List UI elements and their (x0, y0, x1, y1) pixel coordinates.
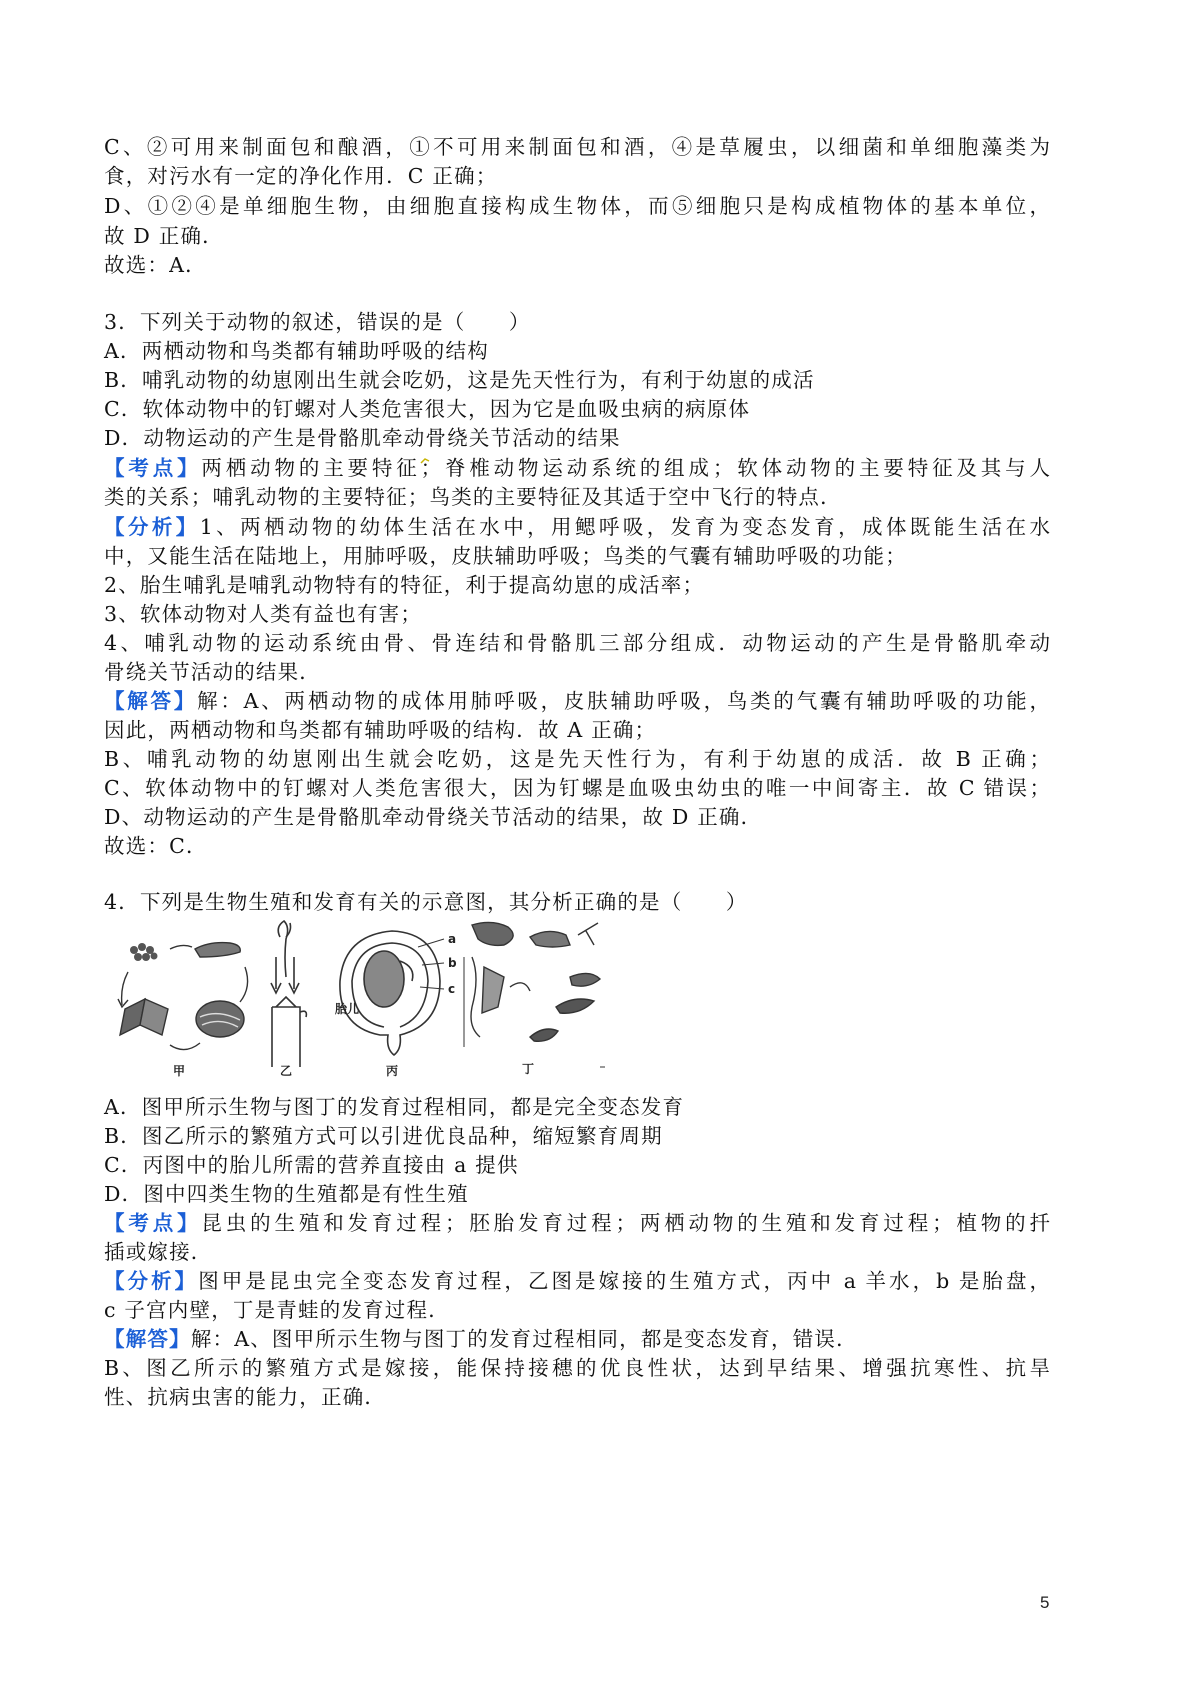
line-text: 插或嫁接． (104, 1240, 213, 1264)
q3-fenxi-line-6 (104, 657, 1050, 687)
tadpole-icon-2 (556, 999, 594, 1013)
tadpole-icon (570, 973, 600, 986)
label-fetus: 胎儿 (335, 1002, 360, 1016)
line-text: 4、哺乳动物的运动系统由骨、骨连结和骨骼肌三部分组成．动物运动的产生是骨骼肌牵动 (104, 631, 1050, 655)
fetus-icon (364, 951, 404, 1007)
label-jia: 甲 (173, 1064, 186, 1078)
line-text: 故选：C． (104, 834, 208, 858)
page-number: 5 (1040, 1593, 1050, 1612)
label-b: b (448, 956, 457, 970)
line-text: 类的关系；哺乳动物的主要特征；鸟类的主要特征及其适于空中飞行的特点． (104, 485, 842, 509)
line-text: c 子宫内壁，丁是青蛙的发育过程． (104, 1298, 450, 1322)
q3-jieda-line-5 (104, 802, 1050, 832)
question-3-option-a (104, 336, 1050, 366)
question-3-option-b (104, 365, 1050, 395)
q3-jieda-line-3 (104, 744, 1050, 774)
line-text: B．哺乳动物的幼崽刚出生就会吃奶，这是先天性行为，有利于幼崽的成活 (104, 368, 815, 392)
q3-jieda-line-4 (104, 773, 1050, 803)
q3-fenxi-line-1 (104, 512, 1050, 542)
line-text: 3．下列关于动物的叙述，错误的是（ ） (104, 310, 531, 334)
q3-fenxi-line-5 (104, 628, 1050, 658)
reproduction-diagram (100, 917, 615, 1082)
line-text: 4．下列是生物生殖和发育有关的示意图，其分析正确的是（ ） (104, 890, 748, 914)
line-text: C．软体动物中的钉螺对人类危害很大，因为它是血吸虫病的病原体 (104, 397, 751, 421)
line-text: 解：A、图甲所示生物与图丁的发育过程相同，都是变态发育，错误． (190, 1327, 858, 1351)
line-text: 中，又能生活在陆地上，用肺呼吸，皮肤辅助呼吸；鸟类的气囊有辅助呼吸的功能； (104, 544, 907, 568)
question-4-option-a (104, 1092, 1050, 1122)
text-line-4 (104, 250, 1050, 280)
label-a: a (448, 932, 457, 946)
text-line-2 (104, 191, 1050, 221)
section-tag: 【分析】 (104, 1269, 199, 1293)
line-text: 昆虫的生殖和发育过程；胚胎发育过程；两栖动物的生殖和发育过程；植物的扦 (201, 1211, 1050, 1235)
line-text: B、哺乳动物的幼崽刚出生就会吃奶，这是先天性行为，有利于幼崽的成活．故 B 正确； (104, 747, 1050, 771)
line-text: C、软体动物中的钉螺对人类危害很大，因为钉螺是血吸虫幼虫的唯一中间寄主．故 C 错误； (104, 776, 1050, 800)
scion-icon (278, 921, 287, 977)
line-text: D．动物运动的产生是骨骼肌牵动骨绕关节活动的结果 (104, 426, 621, 450)
panel-jia-insect-lifecycle (118, 943, 248, 1050)
question-4-option-d (104, 1179, 1050, 1209)
line-text: 3、软体动物对人类有益也有害； (104, 602, 423, 626)
panel-yi-grafting (271, 921, 306, 1067)
egg-mass-icon (482, 967, 504, 1013)
line-text: 2、胎生哺乳是哺乳动物特有的特征，利于提高幼崽的成活率； (104, 573, 705, 597)
moth-wing-right-icon (140, 999, 168, 1035)
label-c: c (448, 982, 456, 996)
line-text: A．两栖动物和鸟类都有辅助呼吸的结构 (104, 339, 489, 363)
section-tag: 【解答】 (104, 1327, 191, 1351)
line-text: D、动物运动的产生是骨骼肌牵动骨绕关节活动的结果，故 D 正确． (104, 805, 763, 829)
q3-kaodian-line-1 (104, 453, 1050, 483)
section-tag: 【分析】 (104, 515, 200, 539)
text-line-3 (104, 221, 1050, 251)
line-text: A．图甲所示生物与图丁的发育过程相同，都是完全变态发育 (104, 1095, 685, 1119)
line-text: 解：A、两栖动物的成体用肺呼吸，皮肤辅助呼吸，鸟类的气囊有辅助呼吸的功能， (197, 689, 1050, 713)
line-text: D、①②④是单细胞生物，由细胞直接构成生物体，而⑤细胞只是构成植物体的基本单位， (104, 194, 1050, 218)
text-line-0 (104, 132, 1050, 162)
line-text: C、②可用来制面包和酿酒，①不可用来制面包和酒，④是草履虫，以细菌和单细胞藻类为 (104, 135, 1050, 159)
line-text: 性、抗病虫害的能力，正确． (104, 1385, 387, 1409)
q3-jieda-line-1 (104, 686, 1050, 716)
panel-bing-uterus (340, 931, 444, 1055)
froglet-icon (530, 931, 570, 947)
egg-cluster-icon (130, 943, 158, 961)
question-3-option-c (104, 394, 1050, 424)
q3-fenxi-line-3 (104, 570, 1050, 600)
q4-jieda-line-3 (104, 1382, 1050, 1412)
q4-kaodian-line-2 (104, 1237, 1050, 1267)
stray-mark-icon (420, 457, 430, 465)
line-text: 故 D 正确． (104, 224, 224, 248)
label-yi: 乙 (280, 1064, 293, 1078)
line-text: 两栖动物的主要特征；脊椎动物运动系统的组成；软体动物的主要特征及其与人 (201, 456, 1050, 480)
label-bing: 丙 (386, 1064, 399, 1078)
question-4-option-b (104, 1121, 1050, 1151)
arrow-down-icon (271, 957, 281, 993)
section-tag: 【考点】 (104, 1211, 202, 1235)
q3-jieda-line-2 (104, 715, 1050, 745)
q3-answer (104, 831, 1050, 861)
q3-kaodian-line-2 (104, 482, 1050, 512)
line-text: B．图乙所示的繁殖方式可以引进优良品种，缩短繁育周期 (104, 1124, 663, 1148)
question-4-stem (104, 887, 1050, 917)
question-4-option-c (104, 1150, 1050, 1180)
q4-fenxi-line-2 (104, 1295, 1050, 1325)
label-ding: 丁 (522, 1062, 535, 1076)
line-text: 1、两栖动物的幼体生活在水中，用鳃呼吸，发育为变态发育，成体既能生活在水 (199, 515, 1050, 539)
line-text: B、图乙所示的繁殖方式是嫁接，能保持接穗的优良性状，达到早结果、增强抗寒性、抗旱 (104, 1356, 1050, 1380)
line-text: 图甲是昆虫完全变态发育过程，乙图是嫁接的生殖方式，丙中 a 羊水，b 是胎盘， (198, 1269, 1050, 1293)
line-text: 因此，两栖动物和鸟类都有辅助呼吸的结构．故 A 正确； (104, 718, 657, 742)
q3-fenxi-line-4 (104, 599, 1050, 629)
q4-fenxi-line-1 (104, 1266, 1050, 1296)
q3-fenxi-line-2 (104, 541, 1050, 571)
q4-jieda-line-2 (104, 1353, 1050, 1383)
line-text: 食，对污水有一定的净化作用．C 正确； (104, 164, 498, 188)
line-text: 故选：A． (104, 253, 207, 277)
line-text: D．图中四类生物的生殖都是有性生殖 (104, 1182, 469, 1206)
larva-icon (195, 943, 240, 957)
section-tag: 【解答】 (104, 689, 198, 713)
rootstock-icon (272, 1007, 300, 1067)
line-text: C．丙图中的胎儿所需的营养直接由 a 提供 (104, 1153, 519, 1177)
q4-kaodian-line-1 (104, 1208, 1050, 1238)
question-3-option-d (104, 423, 1050, 453)
figure-svg (100, 917, 615, 1082)
question-3-stem (104, 307, 1050, 337)
section-tag: 【考点】 (104, 456, 202, 480)
tadpole-legs-icon (578, 923, 598, 945)
panel-ding-frog-lifecycle (464, 922, 605, 1067)
text-line-1 (104, 161, 1050, 191)
line-text: 骨绕关节活动的结果． (104, 660, 321, 684)
frog-icon (472, 922, 513, 945)
q4-jieda-line-1 (104, 1324, 1050, 1354)
tadpole-icon-3 (530, 1029, 558, 1041)
